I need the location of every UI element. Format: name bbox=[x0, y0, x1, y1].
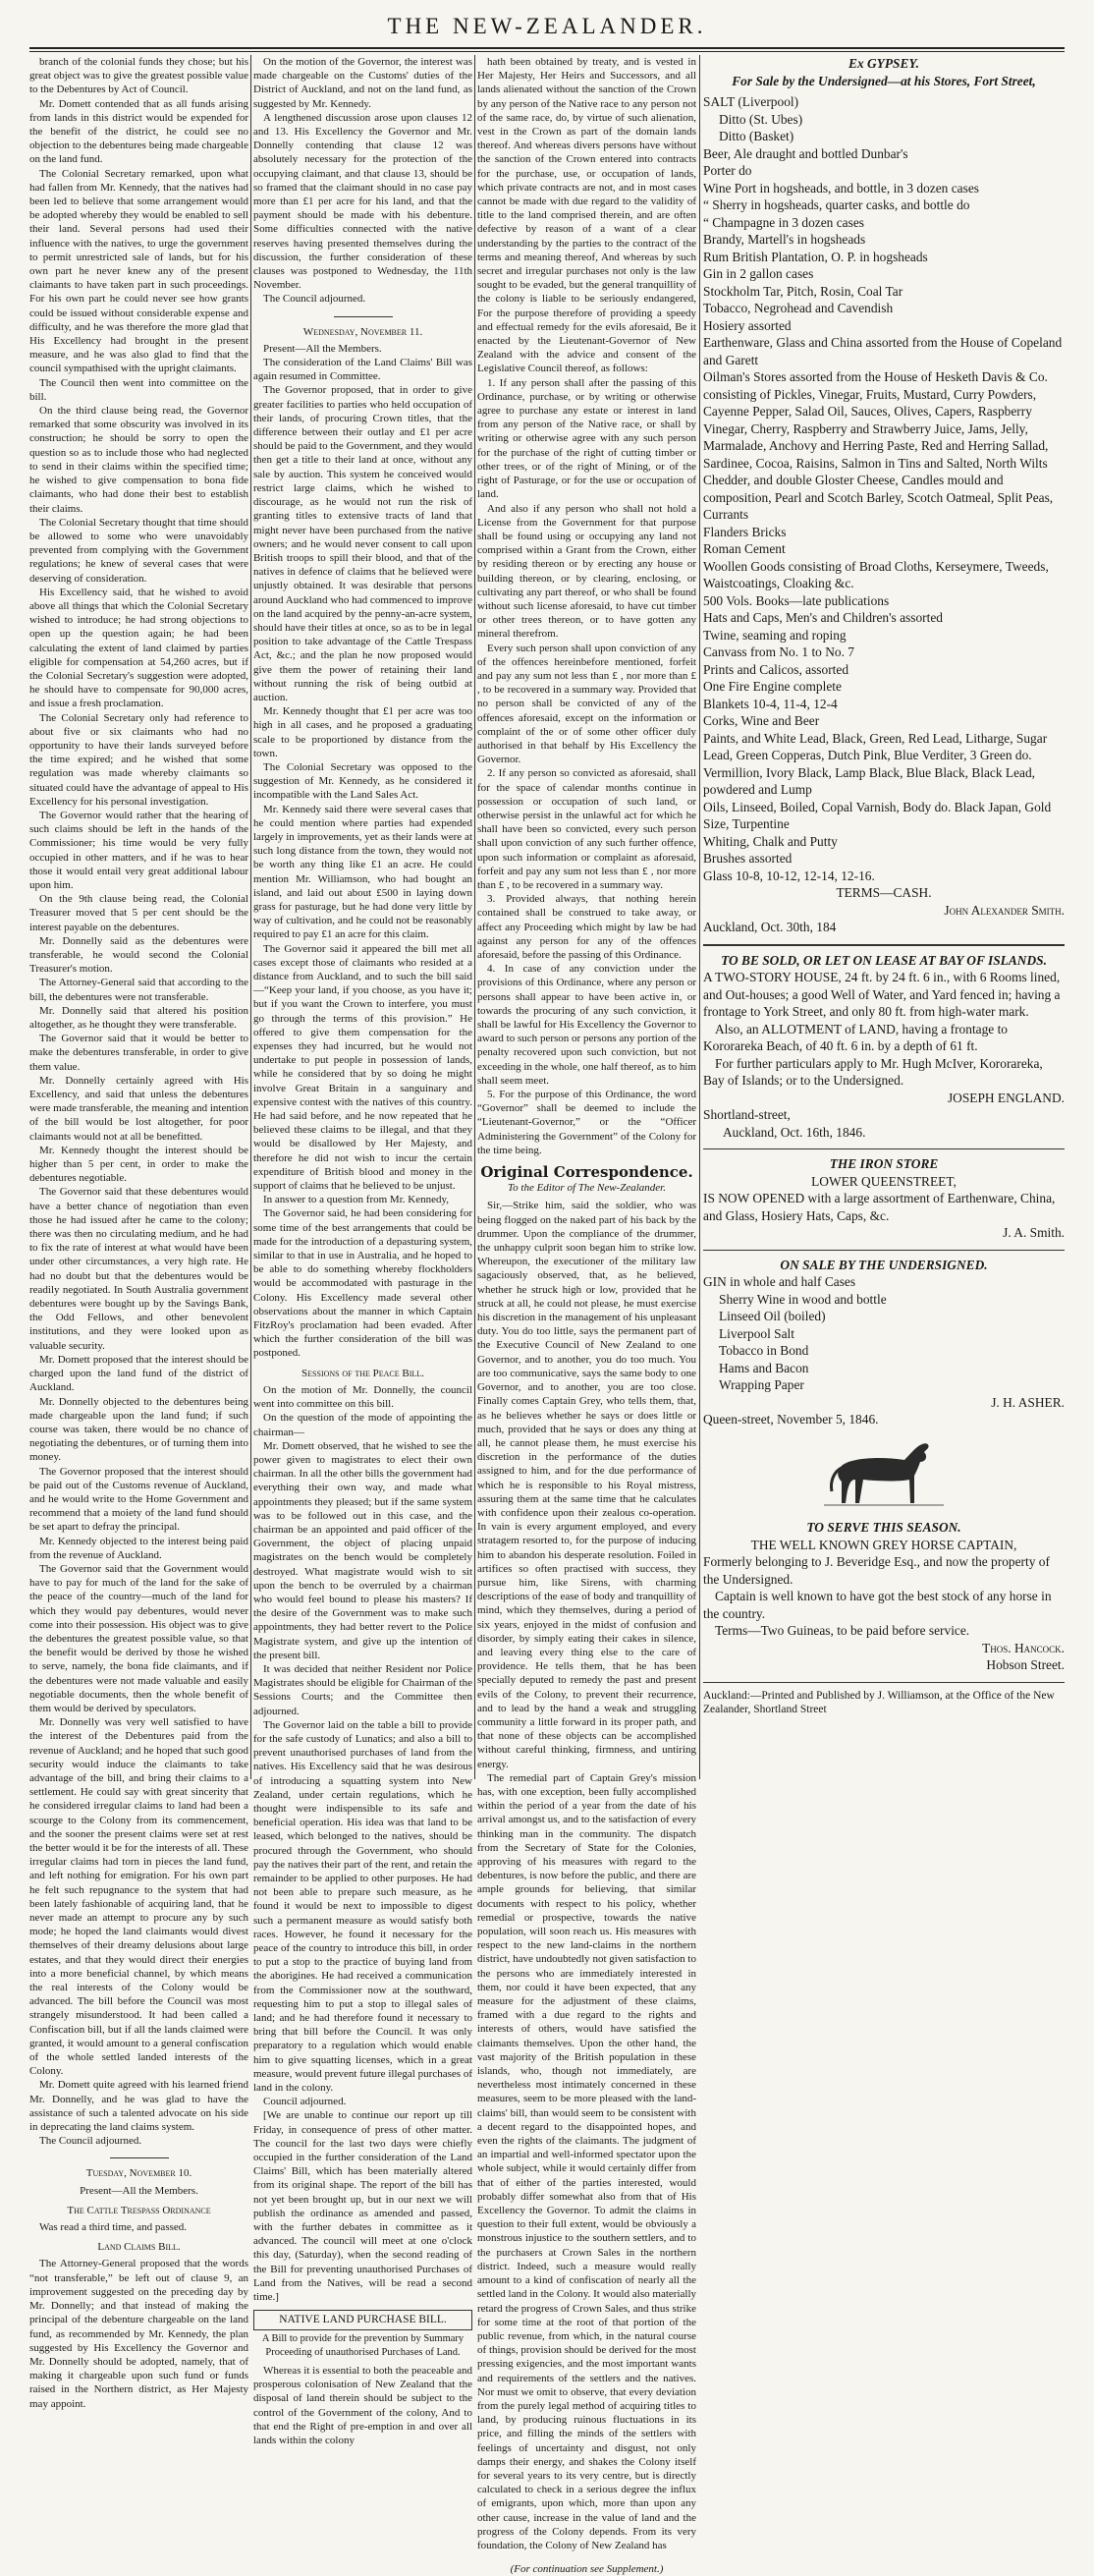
paragraph: 4. In case of any conviction under the provisions of this Ordinance, where any person or persons shall appear to have been active in, or towards the procuring of any such conviction, it shall be lawful for His Excellency the Governor to award to such person or persons any portion of the penalty recovered upon such conviction, but not exceeding in the whole, one half thereof, as to him shall seem meet. bbox=[477, 963, 696, 1087]
ad-date: Queen-street, November 5, 1846. bbox=[703, 1412, 879, 1427]
ad-item: Liverpool Salt bbox=[719, 1325, 794, 1341]
paragraph: branch of the colonial funds they chose; but his great object was to give the greatest possible value to the Debentures by Act of Council. bbox=[29, 56, 248, 96]
paragraph: His Excellency said, that he wished to avoid above all things that which the Colonial Secretary wished to introduce; he had strong objections to open up the question again; he had been calculating the extent of land claimed by parties eligible for compensation at 54,260 acres, but if the Colonial Secretary's suggestion were adopted, he should have to compensate for 90,000 acres, and issue a fresh proclamation. bbox=[29, 586, 248, 710]
ad-signer: Thos. Hancock. bbox=[982, 1640, 1065, 1655]
ad-body: Captain is well known to have got the best stock of any horse in the country. bbox=[703, 1589, 1052, 1621]
paragraph: Mr. Domett contended that as all funds arising from lands in this district would be expended for the benefit of the district, he could see no objection to the debentures being made chargeable on the land fund. bbox=[29, 97, 248, 166]
ad-item: Ditto (Basket) bbox=[719, 129, 794, 143]
ad-item: Earthenware, Glass and China assorted from the House of Copeland and Garett bbox=[703, 335, 1063, 367]
ad-item: Hosiery assorted bbox=[703, 317, 792, 333]
paragraph: The Governor proposed, that in order to give greater facilities to parties who held occupation of their lands, of procuring Crown titles, that the difference between their outlay and £1 per acre should be paid to the Government, and they would then get a title to their land at once, without any sale by auction. This system he conceived would restrict large claims, which he wished to discourage, as he would not run the risk of granting titles to extensive tracts of land that might never have been purchased from the native owners; and he would never consent to call upon British troops to spill their blood, and that of the natives in defence of claims that he believed were unjustly obtained. It was desirable that persons around Auckland who had commenced to improve on the land acquired by the penny-an-acre system, should have their titles at once, so as to be in legal position to take advantage of the Cattle Trespass Act, &c.; and the plan he now proposed would give them the power of retaining their land without running the risk of being outbid at auction. bbox=[253, 384, 472, 703]
paragraph: And also if any person who shall not hold a License from the Government for that purpose shall be found using or occupying any land not comprised within a Grant from the Crown, either by residing thereon or by erecting any house or building thereon, or by clearing, enclosing, or cultivating any part thereof, or who shall be found without such license aforesaid, to have cut timber or other trees thereon, or to have gotten any mineral therefrom. bbox=[477, 502, 696, 641]
paragraph: The Colonial Secretary remarked, upon what had fallen from Mr. Kennedy, that the natives had been led to believe that some arrangement would be adopted whereby they would be enabled to sell their land. Several persons had used their influence with the natives, to urge the government to permit unrestricted sale of lands, but for his own part he never knew any of the present claimants to have taken part in such proceedings. For his own part he could never see how grants could be issued without considerable expense and difficulty, and he was therefore the more glad that His Excellency had brought in the present measure, and he was also glad to find that the council sympathised with the upright claimants. bbox=[29, 167, 248, 375]
column-1 bbox=[29, 55, 248, 2410]
ad-item: Prints and Calicos, assorted bbox=[703, 661, 849, 677]
ad-item: Corks, Wine and Beer bbox=[703, 713, 820, 728]
ad-item: Whiting, Chalk and Putty bbox=[703, 833, 838, 849]
ad-item: Tobacco, Negrohead and Cavendish bbox=[703, 301, 894, 315]
ad-divider bbox=[703, 1250, 1065, 1251]
ad-item: Twine, seaming and roping bbox=[703, 627, 847, 643]
paragraph: The Attorney-General proposed that the words “not transferable,” be left out of clause 9, an improvement suggested on the preceding day by Mr. Donnelly; and that instead of making the principal of the debenture chargeable on the land fund, as recommended by Mr. Kennedy, the plan suggested by His Excellency the Governor and Mr. Donnelly should be adopted, namely, that of making it chargeable upon such fund or funds raised in the Northern district, as Her Majesty may appoint. bbox=[29, 2258, 248, 2410]
paragraph: 5. For the purpose of this Ordinance, the word “Governor” shall be deemed to include the “Lieutenant-Governor,” or the “Officer Administering the Government” of the Colony for the time being. bbox=[477, 1089, 696, 1156]
section-heading: The Cattle Trespass Ordinance bbox=[67, 2204, 211, 2216]
ad-title: THE IRON STORE bbox=[829, 1156, 939, 1171]
paragraph: The Governor would rather that the hearing of such claims should be left in the hands of the Commissioner; his time would be very fully occupied in other matters, and if he was to hear those it would entail very great additional labour upon him. bbox=[29, 809, 248, 891]
printer-imprint: Auckland:—Printed and Published by J. Williamson, at the Office of the New Zealander, Shortland Street bbox=[703, 1689, 1055, 1715]
ad-item: Rum British Plantation, O. P. in hogsheads bbox=[703, 249, 928, 264]
column-rule bbox=[250, 55, 251, 1779]
paragraph: Mr. Donnelly said as the debentures were transferable, he would second the Colonial Treasurer's motion. bbox=[29, 934, 248, 976]
ad-title: TO BE SOLD, OR LET ON LEASE AT BAY OF ISLANDS. bbox=[721, 952, 1047, 968]
paragraph: Present—All the Members. bbox=[263, 342, 382, 355]
ad-subtitle: For Sale by the Undersigned—at his Stores, Fort Street, bbox=[732, 73, 1036, 88]
horse-illustration bbox=[703, 1432, 1065, 1518]
ad-address: Shortland-street, bbox=[703, 1107, 791, 1122]
ad-item: SALT (Liverpool) bbox=[703, 94, 799, 109]
ad-signer: John Alexander Smith. bbox=[944, 902, 1065, 918]
paragraph: The Governor proposed that the interest should be paid out of the Customs revenue of Auckland, and he would write to the Home Government and recommend that a moiety of the land fund should be set apart to defray the principal. bbox=[29, 1465, 248, 1534]
ad-body: Formerly belonging to J. Beveridge Esq., and now the property of the Undersigned. bbox=[703, 1554, 1050, 1587]
paragraph: Mr. Domett quite agreed with his learned friend Mr. Donnelly, and he was glad to have the assistance of such a talented advocate on his side in deprecating the land claims system. bbox=[29, 2079, 248, 2134]
ad-terms: TERMS—CASH. bbox=[836, 885, 932, 900]
paragraph: 3. Provided always, that nothing herein contained shall be construed to take away, or affect any Proceeding which might by law be had against any person for any of the offences aforesaid, before the passing of this Ordinance. bbox=[477, 893, 696, 961]
ad-on-sale bbox=[703, 1257, 1065, 1428]
ad-item: Brandy, Martell's in hogsheads bbox=[703, 232, 866, 247]
paragraph: Every such person shall upon conviction of any of the offences hereinbefore mentioned, forfeit and pay any sum not less than £ , nor more than £ , to be recovered in a summary way. Provided that no person shall be convicted of any of the offences aforesaid, except on the information or complaint of the or of some other officer duly authorised in that behalf by His Excellency the Governor. bbox=[477, 642, 696, 766]
paragraph: The Governor said that it would be better to make the debentures transferable, in order to give them value. bbox=[29, 1033, 248, 1073]
paragraph: The Colonial Secretary was opposed to the suggestion of Mr. Kennedy, as he considered it incompatible with the Land Sales Act. bbox=[253, 760, 472, 802]
ad-signer: J. A. Smith. bbox=[1003, 1225, 1065, 1240]
paragraph: It was decided that neither Resident nor Police Magistrates should be eligible for Chairman of the Sessions Courts; and the Committee then adjourned. bbox=[253, 1662, 472, 1717]
ad-address: Hobson Street. bbox=[986, 1657, 1065, 1672]
paragraph: Sir,—Strike him, said the soldier, who was being flogged on the naked part of his back by the drummer. Upon the compliance of the drummer, the unhappy culprit soon began him to strike low. Whereupon, the executioner of the military law sagaciously observed, that, as he believed, whether he struck high or low, provided that he struck at all, he could not please, he must exercise his discretion in the management of his unpleasant duty. You do too little, says the permanent part of the Executive Council of New Zealand to one Governor, and to another, you do too much. You are too communicative, says the same body to one Governor, and to another, you are too close. Finally comes Captain Grey, who tells them, that, as he believes whether he says or does little or much, provided that he says or does any thing at all, he cannot please them, he must exercise his discretion in the performance of the duties assigned to him, and for the due performance of which he is responsible to his Royal mistress, assuring them at the same time that he calculates with confidence upon their zealous co-operation. In vain is every argument employed, and every stratagem resorted to, for the purpose of inducing him to abandon his desperate resolution. Foiled in artifices so often practised with success, they pursue him, like Sirens, with charming descriptions of the ease of body and tranquillity of mind, which they themselves, during a period of six years, enjoyed in the midst of confusion and disorder, by simply eating their cakes in silence, and leaving every thing else to the care of providence. He tells them, that he has been specially deputed to remedy the past and present evils of the Colony, to prevent their recurrence, and to lead by the hand a weak and struggling community a little forward in its proper path, and that none of these objects can be accomplished without careful thinking, firmness, and untiring energy. bbox=[477, 1200, 696, 1770]
ad-iron-store bbox=[703, 1155, 1065, 1242]
paragraph: The Governor said that these debentures would have a better chance of negotiation than even those he had issued after he came to the colony; there was then no circulating medium, and he had to fix the rate of interest at what would have been under other circumstances, a very high rate. He had no doubt but that the debentures would be readily negotiated. In South Australia government debentures were bought up by the Savings Bank, the Odd Fellows, and other benevolent institutions, and they were looked upon as valuable security. bbox=[29, 1186, 248, 1352]
paragraph: Whereas it is essential to both the peaceable and prosperous colonisation of New Zealand that the disposal of land therein should be subject to the control of the Government of the colony, And to that end the Right of pre-emption in and over all lands within the colony bbox=[253, 2364, 472, 2446]
paragraph: Mr. Donnelly said that altered his position altogether, as he thought they were transferable. bbox=[29, 1004, 248, 1032]
ad-body: THE WELL KNOWN GREY HORSE CAPTAIN, bbox=[750, 1537, 1017, 1552]
ad-item: Oils, Linseed, Boiled, Copal Varnish, Body do. Black Japan, Gold Size, Turpentine bbox=[703, 799, 1052, 831]
ad-divider bbox=[703, 944, 1065, 946]
ad-date: Auckland, Oct. 30th, 184 bbox=[703, 920, 837, 934]
ad-item: Linseed Oil (boiled) bbox=[719, 1309, 826, 1323]
ad-body: Also, an ALLOTMENT of LAND, having a frontage to Kororareka Beach, of 40 ft. 6 in. by a depth of 61 ft. bbox=[703, 1021, 1009, 1053]
masthead-title: THE NEW-ZEALANDER. bbox=[387, 14, 707, 38]
ad-date: Auckland, Oct. 16th, 1846. bbox=[723, 1124, 866, 1140]
ad-item: Hams and Bacon bbox=[719, 1360, 809, 1375]
paragraph: The consideration of the Land Claims' Bill was again resumed in Committee. bbox=[253, 357, 472, 383]
paragraph: Mr. Donnelly certainly agreed with His Excellency, and said that unless the debentures were made transferable, the meaning and intention of the bill would be lost altogether, for poor claimants would not at all be benefitted. bbox=[29, 1074, 248, 1143]
paragraph: 1. If any person shall after the passing of this Ordinance, purchase, or by writing or otherwise agree to purchase any estate or interest in land from any person of the Native race, or shall by writing or otherwise agree with any such person for the purchase of the right of cutting timber or other trees, or of the right of Mining, or of the right of Pasturage, or for the use or occupation of land. bbox=[477, 376, 696, 501]
top-rule bbox=[29, 47, 1065, 49]
ad-item: One Fire Engine complete bbox=[703, 679, 842, 694]
column-rule bbox=[474, 55, 475, 1779]
ad-item: Brushes assorted bbox=[703, 851, 793, 866]
ad-item: Porter do bbox=[703, 163, 752, 178]
ad-gypsey bbox=[703, 55, 1065, 936]
paragraph: The Colonial Secretary thought that time should be allowed to some who were unavoidably prevented from complying with the Government regulations; he knew of several cases that were deserving of consideration. bbox=[29, 516, 248, 585]
correspondence-heading: Original Correspondence. bbox=[480, 1163, 693, 1182]
paragraph: The Council adjourned. bbox=[39, 2135, 142, 2148]
paragraph: Mr. Kennedy said there were several cases that he could mention where parties had expended largely in improvements, yet as their lands were at such long distance from the town, they would not be worth any thing like £1 an acre. He could mention Mr. Williamson, who had bought an island, and laid out about £500 in laying down grass for pasturage, but he had done very little by way of cultivation, and he could not be reasonably required to pay £1 an acre for this claim. bbox=[253, 803, 472, 941]
ad-item: Sherry Wine in wood and bottle bbox=[719, 1291, 887, 1307]
paragraph: On the 9th clause being read, the Colonial Treasurer moved that 5 per cent should be the interest payable on the debentures. bbox=[29, 893, 248, 933]
ad-item: Ditto (St. Ubes) bbox=[719, 111, 803, 127]
ad-item: Glass 10-8, 10-12, 12-14, 12-16. bbox=[703, 868, 875, 883]
paragraph: 2. If any person so convicted as aforesaid, shall for the space of calendar months continue in possession or occupation of such land, or otherwise persist in the unlawful act for which he shall have been so convicted, every such person shall upon conviction of any such further offence, upon such information or complaint as aforesaid, forfeit and pay any sum not less than £ , nor more than £ , to be recovered in a summary way. bbox=[477, 767, 696, 891]
paragraph: On the question of the mode of appointing the chairman— bbox=[253, 1412, 472, 1438]
ad-item: Wrapping Paper bbox=[719, 1377, 804, 1392]
section-divider bbox=[110, 2157, 169, 2158]
ad-divider bbox=[703, 1682, 1065, 1683]
ad-terms: Terms—Two Guineas, to be paid before service. bbox=[715, 1623, 970, 1638]
paragraph: The Colonial Secretary only had reference to about five or six claimants who had no opportunity to have their lands surveyed before the time expired; and he wished that some regulation was made whereby claimants so situated could have the advantage of appeal to His Excellency for his personal investigation. bbox=[29, 711, 248, 808]
ad-signer: J. H. ASHER. bbox=[991, 1394, 1065, 1410]
ad-grey-horse bbox=[703, 1519, 1065, 1674]
ad-signer: JOSEPH ENGLAND. bbox=[947, 1090, 1065, 1105]
column-2 bbox=[253, 55, 472, 2446]
paragraph: The Governor said it appeared the bill met all cases except those of claimants who resided at a distance from Auckland, and to such the bill said—“Keep your land, if you choose, as you have it; but if you want the Crown to interfere, you must go through the terms of this provision.” He offered to give them compensation for the expenses they had incurred, but he would not undertake to put people in possession of lands, while he considered that by so doing he might involve Great Britain in a sanguinary and expensive contest with the natives of this country. He had said before, and he now repeated that he believed these claims to be illegal, and that they would be disallowed by Her Majesty, and therefore he did not wish to incur the certain expenditure of British blood and money in the support of claims that he believed to be unjust. bbox=[253, 942, 472, 1193]
section-divider bbox=[334, 316, 393, 317]
paragraph: A lengthened discussion arose upon clauses 12 and 13. His Excellency the Governor and Mr. Donnelly contending that clause 12 was absolutely necessary for the protection of the occupying claimant, and that clause 13, should be so framed that the claimant should in no case pay more than £1 per acre for his land, and that the payment should be made with his debenture. Some difficulties connected with the native reserves having presented themselves during the discussion, the further consideration of these clauses was postponed to Wednesday, the 11th November. bbox=[253, 111, 472, 292]
paragraph: The Attorney-General said that according to the bill, the debentures were not transferable. bbox=[29, 977, 248, 1003]
ad-body: A TWO-STORY HOUSE, 24 ft. by 24 ft. 6 in., with 6 Rooms lined, and Out-houses; a good Well of Water, and Yard fenced in; having a frontage to York Street, and only 80 ft. from high-water mark. bbox=[703, 970, 1061, 1019]
ad-item: Roman Cement bbox=[703, 541, 786, 556]
paragraph: The Council then went into committee on the bill. bbox=[29, 376, 248, 403]
bill-subtitle: A Bill to provide for the prevention by Summary Proceeding of unauthorised Purchases of Land. bbox=[261, 2332, 465, 2358]
section-heading: Wednesday, November 11. bbox=[302, 325, 423, 338]
ad-item: Canvass from No. 1 to No. 7 bbox=[703, 644, 854, 659]
ad-divider bbox=[703, 1148, 1065, 1149]
top-rule-thin bbox=[29, 51, 1065, 52]
horse-icon bbox=[820, 1432, 948, 1513]
ad-item: “ Sherry in hogsheads, quarter casks, and bottle do bbox=[703, 197, 970, 212]
paragraph: hath been obtained by treaty, and is vested in Her Majesty, Her Heirs and Successors, and all lands alienated without the sanction of the Crown by any person of the Native race to any person not of the same race, do, by virtue of such alienation, vest in the Crown as part of the domain lands thereof. And whereas divers persons have without the sanction of the Crown entered into contracts for the purchase, use, or occupation of lands, which private contracts are not, and in most cases cannot be made with due regard to the validity of title to the land comprised therein, and are often defective by reason of a want of a clear understanding by the parties to the contract of the terms and meaning thereof, And whereas by such secret and irregular purchases not only is the law sought to be evaded, but the general tranquillity of the colony is liable to be seriously endangered, For the purpose therefore of providing a speedy and effectual remedy for the evils aforesaid, Be it enacted by the Lieutenant-Governor of New Zealand with the advice and consent of the Legislative Council thereof, as follows: bbox=[477, 56, 696, 375]
paragraph: The Governor said that the Government would have to pay for much of the land for the sake of the peace of the country—much of the land for which they would pay debentures, would never come into their possession. His object was to give the debentures the greatest possible value, so that the benefit would be derived by those he wished to serve, namely, the bona fide claimants, and if the debentures were not made valuable and easily negotiable documents, then the whole benefit of them would be derived by speculators. bbox=[29, 1562, 248, 1714]
paragraph: Mr. Donnelly objected to the debentures being made chargeable upon the land fund; if such course was taken, there would be no chance of negotiating the debentures, or of turning them into money. bbox=[29, 1395, 248, 1464]
continuation-note: (For continuation see Supplement.) bbox=[510, 2563, 664, 2576]
ad-item: “ Champagne in 3 dozen cases bbox=[703, 214, 864, 230]
paragraph: Mr. Domett observed, that he wished to see the power given to magistrates to elect their own chairman. In all the other bills the government had everything their own way, and made what appointments they pleased; but if the same system was to be followed out in this case, and the chairman be an appointed and paid officer of the Government, the object of placing unpaid magistrates on the bench would be completely destroyed. What magistrate would wish to sit upon the bench to be overruled by a chairman who would feel bound to please his masters? If the desire of the Government was to make such appointments, they had better revert to the Police Magistrate system, and give up the intention of the present bill. bbox=[253, 1439, 472, 1661]
ad-title: Ex GYPSEY. bbox=[848, 56, 919, 71]
paragraph: Mr. Kennedy thought that £1 per acre was too high in all cases, and he proposed a graduating scale to be proportioned by distance from the town. bbox=[253, 705, 472, 759]
ad-item: GIN in whole and half Cases bbox=[703, 1274, 856, 1289]
ad-item: Tobacco in Bond bbox=[719, 1343, 809, 1358]
ad-item: Stockholm Tar, Pitch, Rosin, Coal Tar bbox=[703, 283, 903, 299]
ad-item: Wine Port in hogsheads, and bottle, in 3 dozen cases bbox=[703, 180, 979, 196]
ad-item: 500 Vols. Books—late publications bbox=[703, 592, 890, 608]
present-line: Present—All the Members. bbox=[80, 2184, 198, 2197]
ad-body: For further particulars apply to Mr. Hugh McIver, Kororareka, Bay of Islands; or to the Undersigned. bbox=[703, 1055, 1043, 1088]
section-heading: Land Claims Bill. bbox=[97, 2241, 181, 2254]
paragraph: Was read a third time, and passed. bbox=[39, 2221, 188, 2234]
paragraph: On the motion of the Governor, the interest was made chargeable on the Customs' duties of the District of Auckland, and not on the land fund, as suggested by Mr. Kennedy. bbox=[253, 56, 472, 110]
ad-title: ON SALE BY THE UNDERSIGNED. bbox=[780, 1257, 988, 1272]
ad-body: IS NOW OPENED with a large assortment of Earthenware, China, and Glass, Hosiery Hats, Caps, &c. bbox=[703, 1191, 1056, 1223]
paragraph: The remedial part of Captain Grey's mission has, with one exception, been fully accomplished within the period of a year from the date of his arrival amongst us, and to the satisfaction of every thinking man in the community. The dispatch from the Secretary of State for the Colonies, approving of his measures with regard to the debentures, is now before the public, and there are ample grounds for believing, that similar documents with respect to his policy, whether remedial or prospective, towards the native population, will soon reach us. His measures with respect to the new land-claims in the northern district, have undoubtedly not given satisfaction to the persons who are immediately interested in them, nor could it have been expected, that any measure for the adjustment of these claims, framed with a due regard to the rights and interests of others, would have satisfied the claimants themselves. Upon the other hand, the vast majority of the British population in these islands, who, though not immediately, are nevertheless most intimately concerned in these measures, seem to be more pleased with the land-claims' bill, than would seem to be consistent with a decent regard to the disappointed hopes, and even the rights of the claimants. The judgment of an impartial and well-informed spectator upon the whole subject, while it would certainly differ from that of either of the parties interested, would probably differ somewhat also from that of His Excellency the Governor. To admit the claims in question to their full extent, would be obviously a monstrous injustice to the southern settlers, and to the purchasers at Crown Sales in the northern district. Indeed, such a measure would really amount to a kind of confiscation of nearly all the settled land in the Colony. It would also materially retard the progress of Crown Sales, and thus strike for some time at the root of that portion of the public revenue, from which, in the natural course of things, provision should be derived for the most pressing exigencies, and the most important wants and requirements of the settlers and the natives. Nor must we omit to observe, that every deviation from the purely legal method of acquiring titles to land, by producing ruinous fluctuations in its price, and filling the minds of the settlers with feelings of uncertainty and disgust, not only damps their energy, and shakes the Colony itself for several years to its very centre, but is directly calculated to check in a serious degree the influx of emigrants, upon which, more than upon any other cause, increase in the value of land and the progress of the Colony depends. From its very foundation, the Colony of New Zealand has bbox=[477, 1771, 696, 2551]
paragraph: The Governor laid on the table a bill to provide for the safe custody of Lunatics; and also a bill to prevent unauthorised purchases of land from the natives. His Excellency said that he was desirous of introducing a squatting system into New Zealand, under certain regulations, which he thought were indispensible to its safe and beneficial operation. His idea was that land to be leased, which belonged to the natives, should be procured through the Government, who should pay the natives their part of the rent, and retain the remainder to be applied to other purposes. He had not been able to prepare such measure, as he found it would be next to impossible to digest such a permanent measure as would satisfy both races. However, he found it necessary for the peace of the country to introduce this bill, in order to put a stop to the practice of buying land from the aborigines. He had received a communication from the Commissioner now at the southward, requesting him to put a stop to illegal sales of land; and he had therefore found it necessary to bring that bill before the Council. It was only preparatory to a regulation which would enable him to give squatting licenses, which in a great measure, would prevent future illegal purchases of land in the colony. bbox=[253, 1718, 472, 2095]
column-4-ads bbox=[703, 55, 1065, 1779]
paragraph: On the third clause being read, the Governor remarked that some obscurity was involved in its construction; he should be sorry to open the question so as to include those who had neglected to send in their claims within the specified time; he wished to give compensation to bona fide claimants, who had done their best to establish their claims. bbox=[29, 405, 248, 515]
ad-house-for-sale bbox=[703, 952, 1065, 1142]
ad-item: Gin in 2 gallon cases bbox=[703, 266, 814, 281]
ad-item: Beer, Ale draught and bottled Dunbar's bbox=[703, 145, 908, 161]
paragraph: Council adjourned. bbox=[263, 2096, 347, 2108]
paragraph: [We are unable to continue our report up till Friday, in consequence of press of other matter. The council for the last two days were chiefly occupied in the further consideration of the Land Claims' Bill, which has been materially altered from its original shape. The report of the bill has not yet been brought up, but in our next we will publish the ordinance as amended and passed, with the further debates in committee as it advanced. The council will meet at one o'clock this day, (Saturday), when the second reading of the Bill for preventing unauthorised Purchases of Land from the Natives, will be read a second time.] bbox=[253, 2109, 472, 2304]
paragraph: The Governor said, he had been considering for some time of the best arrangements that could be made for the introduction of a depasturing system, similar to that in use in Australia, and he hoped to be able to do something whereby flockholders would be accommodated with pasturage in the Colony. His Excellency made several other observations about the manner in which Captain FitzRoy's proclamation had been evaded. After which the further consideration of the bill was postponed. bbox=[253, 1207, 472, 1360]
paragraph: Mr. Donnelly was very well satisfied to have the interest of the Debentures paid from the revenue of Auckland; and he hoped that such good security would induce the claimants to take advantage of the bill, and bring their claims to a settlement. He could say with great sincerity that he considered irregular claims to land had been a scourge to the Colony from its commencement, and the sooner the present claims were set at rest the better would it be for the interests of all. These irregular claims had torn in pieces the land fund, and left nothing for emigration. For his own part he felt such repugnance to the system that had been lately fashionable of acquiring land, that he never made an attempt to procure any by such mode; he hoped the land claimants would divest themselves of their dreamy delusions about large estates, and that they would direct their energies into a more beneficial channel, by which means the real interests of the Colony would be advanced. The bill before the Council was most strangely misunderstood. It had been called a Confiscation bill, but if all the lands claimed were granted, it would amount to a general confiscation of the whole settled landed interests of the Colony. bbox=[29, 1716, 248, 2078]
paragraph: In answer to a question from Mr. Kennedy, bbox=[263, 1194, 449, 1206]
paragraph: Mr. Kennedy objected to the interest being paid from the revenue of Auckland. bbox=[29, 1535, 248, 1561]
ad-item: Paints, and White Lead, Black, Green, Red Lead, Litharge, Sugar Lead, Green Copperas, Dutch Pink, Blue Verditer, 3 Green do. Vermillion, Ivory Black, Lamp Black, Blue Black, Black Lead, powdered and Lump bbox=[703, 730, 1048, 797]
paragraph: Mr. Kennedy thought the interest should be higher than 5 per cent, in order to make the debentures negotiable. bbox=[29, 1144, 248, 1185]
paragraph: On the motion of Mr. Donnelly, the council went into committee on this bill. bbox=[253, 1383, 472, 1411]
ad-item: Flanders Bricks bbox=[703, 524, 787, 539]
ad-item: Blankets 10-4, 11-4, 12-4 bbox=[703, 696, 838, 711]
column-3 bbox=[477, 55, 696, 2576]
ad-subtitle: LOWER QUEENSTREET, bbox=[811, 1173, 957, 1189]
paragraph: Mr. Domett proposed that the interest should be charged upon the land fund of the district of Auckland. bbox=[29, 1353, 248, 1394]
ad-item: Woollen Goods consisting of Broad Cloths, Kerseymere, Tweeds, Waistcoatings, Cloaking &c. bbox=[703, 558, 1049, 590]
ad-item: Oilman's Stores assorted from the House of Hesketh Davis & Co. consisting of Pickles, Vinegar, Fruits, Mustard, Curry Powders, Cayenne Pepper, Salad Oil, Sauces, Olives, Capers, Raspberry Vinegar, Cherry, Raspberry and Strawberry Juice, Jams, Jelly, Marmalade, Anchovy and Herring Paste, Red and Herring Sallad, Sardinee, Cocoa, Raisins, Salmon in Tins and Salted, North Wilts Chedder, and double Gloster Cheese, Candles mould and composition, Pearl and Scotch Barley, Scotch Oatmeal, Split Peas, Currants bbox=[703, 369, 1054, 522]
column-rule bbox=[699, 55, 700, 1779]
paragraph: The Council adjourned. bbox=[263, 293, 366, 306]
editor-salutation: To the Editor of The New-Zealander. bbox=[508, 1182, 666, 1195]
section-heading: Tuesday, November 10. bbox=[85, 2167, 192, 2180]
bill-title: NATIVE LAND PURCHASE BILL. bbox=[253, 2310, 472, 2329]
ad-item: Hats and Caps, Men's and Children's assorted bbox=[703, 610, 943, 625]
ad-title: TO SERVE THIS SEASON. bbox=[806, 1520, 961, 1535]
section-heading: Sessions of the Peace Bill. bbox=[301, 1367, 424, 1379]
